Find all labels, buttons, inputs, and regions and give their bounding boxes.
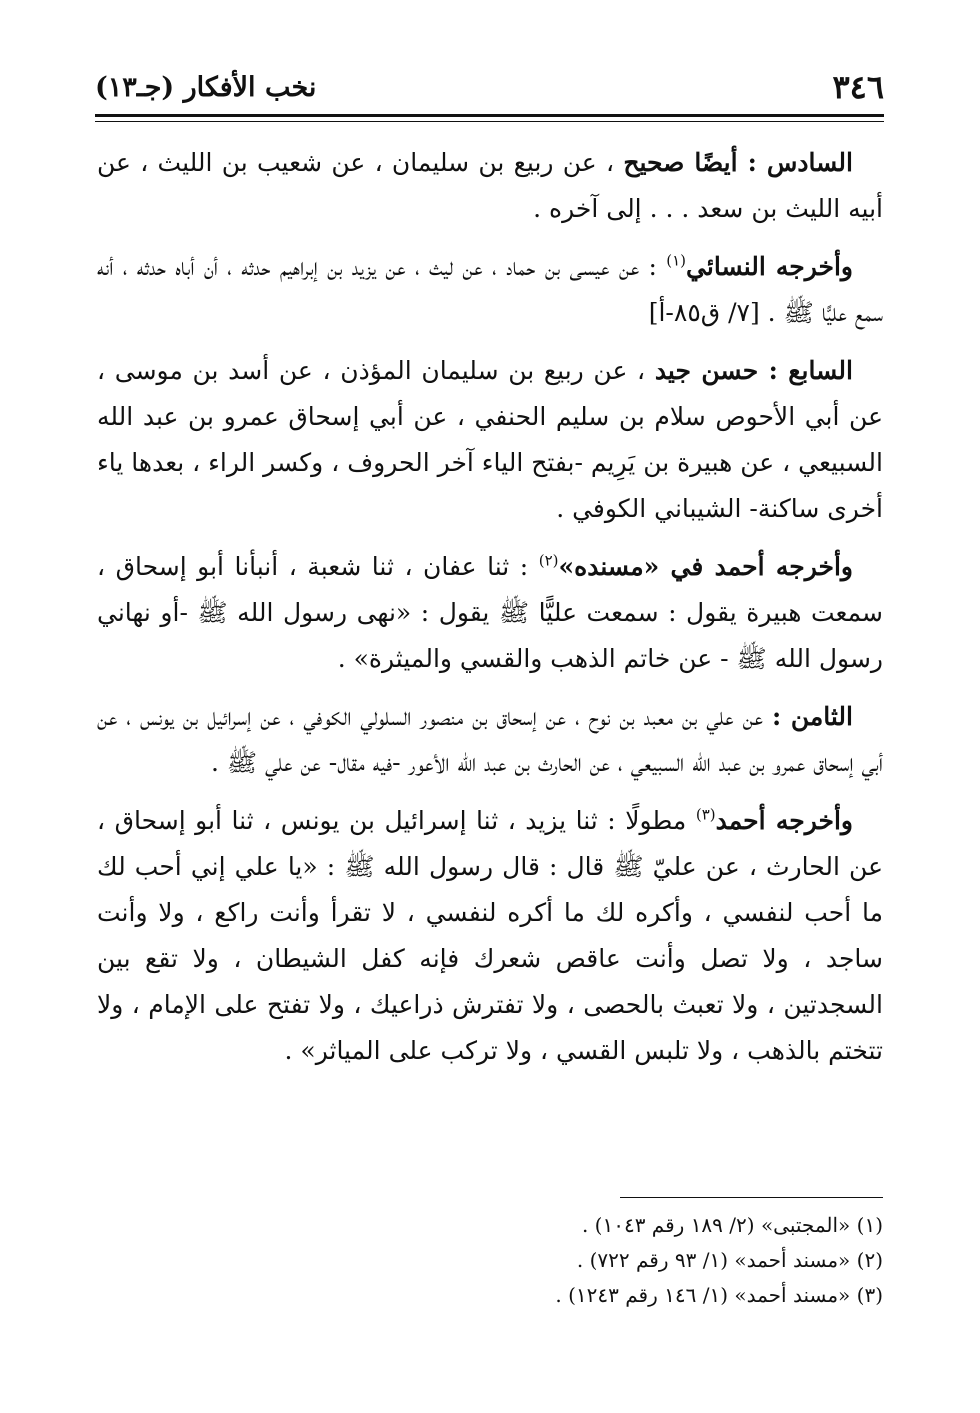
footnote: (٢) «مسند أحمد» (١/ ٩٣ رقم ٧٢٢) . (576, 1248, 883, 1272)
header-rule-thick (95, 114, 884, 117)
footnote-marker: (٢) (538, 551, 559, 570)
main-text (97, 140, 883, 1086)
running-title: نخب الأفكار (جـ١٣) (95, 71, 317, 103)
paragraph (97, 140, 883, 232)
page-header (95, 62, 884, 112)
paragraph (97, 694, 883, 786)
paragraph-lead: السابع : حسن جيد (654, 356, 853, 385)
paragraph-text: ، عن ربيع بن سليمان ، عن شعيب بن الليث ، عن أبيه الليث بن سعد . . . إلى آخره . (97, 148, 883, 223)
paragraph (97, 798, 883, 1074)
paragraph-lead: السادس : أيضًا صحيح (623, 148, 853, 177)
footnotes (97, 1208, 883, 1313)
paragraph-text: عن علي بن معبد بن نوح ، عن إسحاق بن منصور السلولي الكوفي ، عن إسرائيل بن يونس ، عن أبي إسحاق عمرو بن عبد الله السبيعي ، عن الحارث بن عبد الله الأعور -فيه مقال- عن علي ﷺ . (97, 702, 883, 777)
paragraph-lead: وأخرجه النسائي (686, 252, 854, 281)
footnote-marker: (٣) (695, 805, 716, 824)
footnote: (٣) «مسند أحمد» (١/ ١٤٦ رقم ١٢٤٣) . (555, 1283, 883, 1307)
header-rule-thin (95, 121, 884, 122)
paragraph-text: : ثنا عفان ، ثنا شعبة ، أنبأنا أبو إسحاق ، سمعت هبيرة يقول : سمعت عليًّا ﷺ يقول : «نهى رسول الله ﷺ -أو نهاني رسول الله ﷺ - عن خاتم الذهب والقسي والميثرة» . (97, 552, 883, 673)
paragraph-lead: الثامن : (771, 702, 853, 731)
footnote-divider (620, 1197, 883, 1198)
page-number: ٣٤٦ (832, 68, 884, 106)
paragraph-lead: وأخرجه أحمد في «مسنده» (558, 552, 853, 581)
paragraph (97, 348, 883, 532)
footnote: (١) «المجتبى» (٢/ ١٨٩ رقم ١٠٤٣) . (581, 1213, 883, 1237)
paragraph-text: مطولًا : ثنا يزيد ، ثنا إسرائيل بن يونس ، ثنا أبو إسحاق ، عن الحارث ، عن عليّ ﷺ قال : قال رسول الله ﷺ : «يا علي إني أحب لك ما أحب لنفسي ، وأكره لك ما أكره لنفسي ، لا تقرأ وأنت راكع ، ولا وأنت ساجد ، ولا تصل وأنت عاقص شعرك فإنه كفل الشيطان ، ولا تقع بين السجدتين ، ولا تعبث بالحصى ، ولا تفترش ذراعيك ، ولا تفتح على الإمام ، ولا تتختم بالذهب ، ولا تلبس القسي ، ولا تركب على المياثر» . (97, 806, 883, 1065)
paragraph-lead: وأخرجه أحمد (715, 806, 853, 835)
paragraph-text: : عن عيسى بن حماد ، عن ليث ، عن يزيد بن إبراهيم حدثه ، أن أباه حدثه ، أنه سمع عليًّا ﷺ . [٧/ ق٨٥-أ] (97, 252, 883, 327)
paragraph-text: ، عن ربيع بن سليمان المؤذن ، عن أسد بن موسى ، عن أبي الأحوص سلام بن سليم الحنفي ، عن أبي إسحاق عمرو بن عبد الله السبيعي ، عن هبيرة بن يَرِيم -بفتح الياء آخر الحروف ، وكسر الراء ، بعدها ياء أخرى ساكنة- الشيباني الكوفي . (97, 356, 883, 523)
paragraph (97, 544, 883, 682)
footnote-marker: (١) (666, 251, 687, 270)
paragraph (97, 244, 883, 336)
